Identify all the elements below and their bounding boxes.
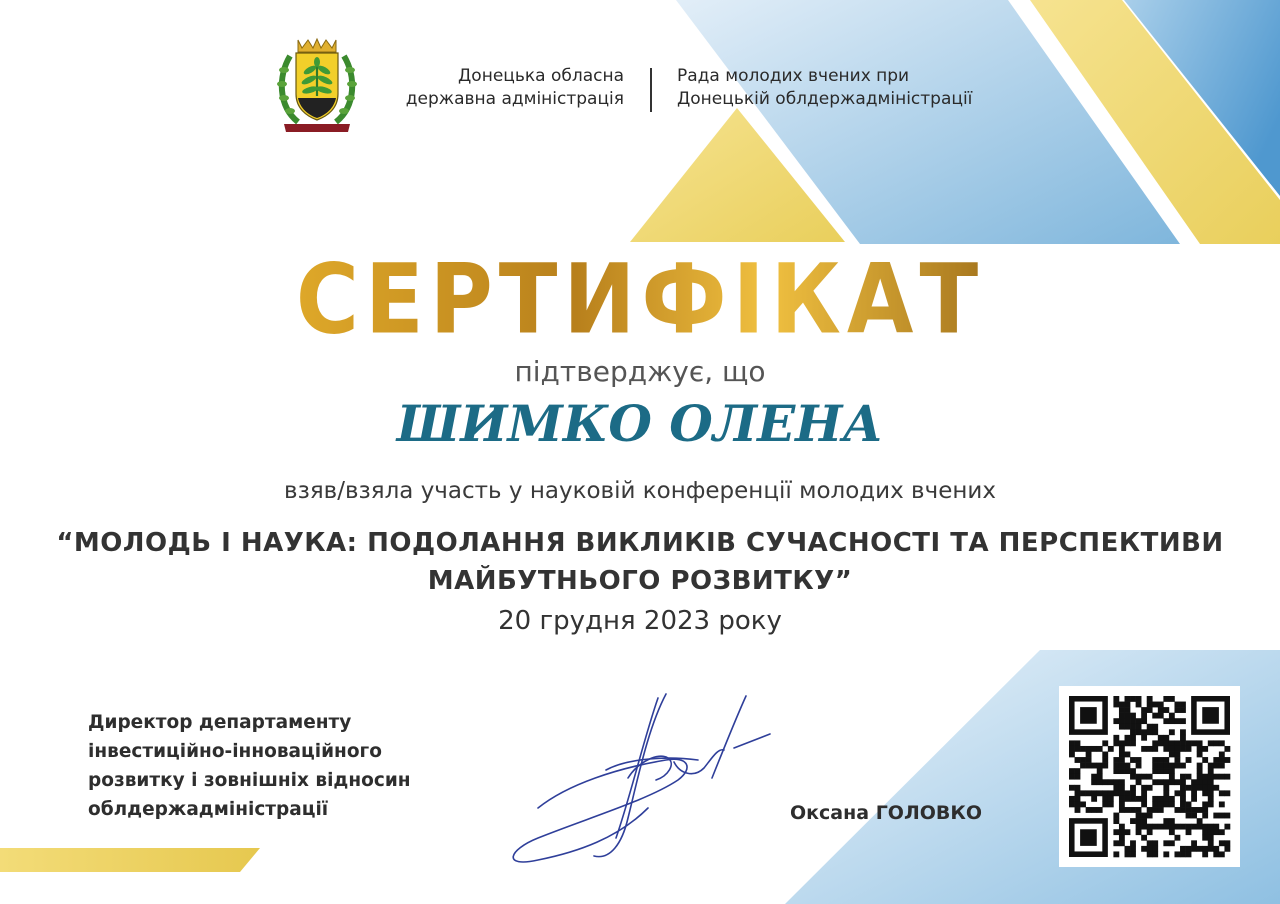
qr-code-icon — [1059, 686, 1240, 867]
council-organization — [677, 65, 1037, 111]
recipient-name: ШИМКО ОЛЕНА — [396, 394, 884, 453]
council-line-2: Донецькій облдержадміністрації — [677, 89, 973, 109]
signatory-name: Оксана ГОЛОВКО — [790, 802, 983, 824]
signature-image — [498, 688, 778, 868]
certificate-title: СЕРТИФІКАТ — [0, 244, 1280, 356]
issuer-organization — [360, 65, 624, 111]
conference-title — [40, 524, 1240, 600]
coat-of-arms-icon — [276, 36, 358, 134]
qr-code-area — [1059, 686, 1240, 867]
signatory-title-line-4: облдержадміністрації — [88, 799, 329, 820]
issuer-line-1: Донецька обласна — [458, 66, 624, 86]
confirms-text: підтверджує, що — [514, 355, 766, 388]
signatory-title-line-3: розвитку і зовнішніх відносин — [88, 770, 411, 791]
participation-text: взяв/взяла участь у науковій конференції молодих вчених — [284, 478, 996, 504]
conference-title-line-2: МАЙБУТНЬОГО РОЗВИТКУ” — [427, 566, 853, 596]
signatory-title — [88, 708, 488, 824]
conference-title-line-1: “МОЛОДЬ І НАУКА: ПОДОЛАННЯ ВИКЛИКІВ СУЧАСНОСТІ ТА ПЕРСПЕКТИВИ — [56, 528, 1224, 558]
header-divider — [650, 68, 652, 112]
signatory-title-line-1: Директор департаменту — [88, 712, 352, 733]
deco-yellow-bar — [0, 848, 260, 872]
issuer-line-2: державна адміністрація — [405, 89, 624, 109]
conference-date: 20 грудня 2023 року — [498, 606, 782, 636]
council-line-1: Рада молодих вчених при — [677, 66, 910, 86]
signatory-title-line-2: інвестиційно-інноваційного — [88, 741, 382, 762]
